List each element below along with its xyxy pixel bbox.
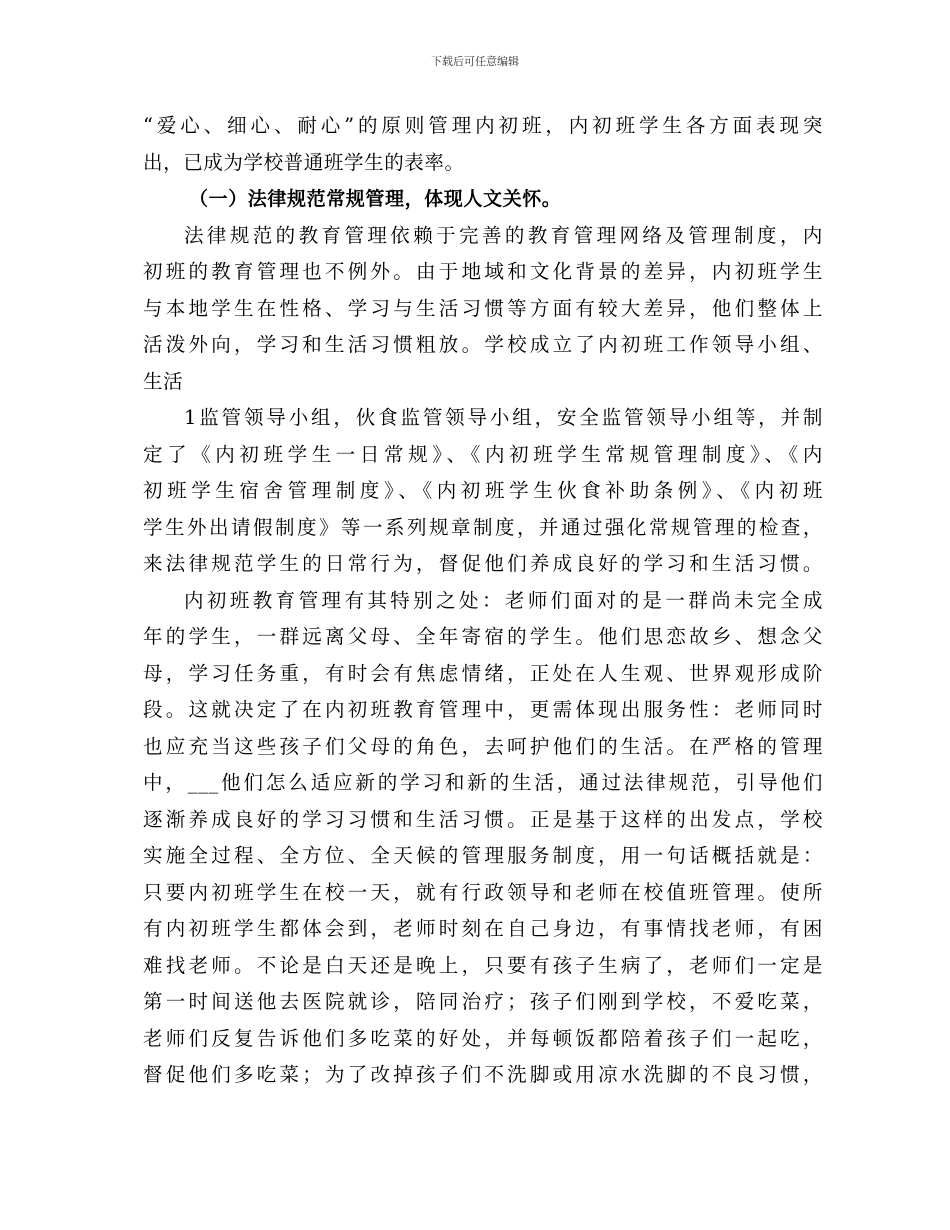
body-line: 段。这就决定了在内初班教育管理中，更需体现出服务性：老师同时 [143,698,823,721]
header-note: 下载后可任意编辑 [431,55,519,68]
body-line: 与本地学生在性格、学习与生活习惯等方面有较大差异，他们整体上 [143,296,823,320]
body-line: 法律规范的教育管理依赖于完善的教育管理网络及管理制度，内 [184,223,823,247]
body-line: 出，已成为学校普通班学生的表率。 [143,150,465,174]
body-line: 中，___他们怎么适应新的学习和新的生活，通过法律规范，引导他们 [143,771,823,794]
document-body [143,108,823,1094]
body-line: 活泼外向，学习和生活习惯粗放。学校成立了内初班工作领导小组、 [143,333,823,356]
body-line: 生活 [143,369,184,393]
body-line: 年的学生，一群远离父母、全年寄宿的学生。他们思恋故乡、想念父 [143,625,823,648]
body-line: 内初班教育管理有其特别之处：老师们面对的是一群尚未完全成 [184,588,823,612]
body-line: 难找老师。不论是白天还是晚上，只要有孩子生病了，老师们一定是 [143,953,823,977]
body-line: 逐渐养成良好的学习习惯和生活习惯。正是基于这样的出发点，学校 [143,807,823,831]
body-line: 督促他们多吃菜；为了改掉孩子们不洗脚或用凉水洗脚的不良习惯， [143,1063,823,1086]
body-line: 母，学习任务重，有时会有焦虑情绪，正处在人生观、世界观形成阶 [143,661,823,685]
body-line: 也应充当这些孩子们父母的角色，去呵护他们的生活。在严格的管理 [143,734,823,758]
body-line: 有内初班学生都体会到，老师时刻在自己身边，有事情找老师，有困 [143,917,823,940]
section-heading: （一）法律规范常规管理，体现人文关怀。 [189,188,562,210]
body-line: 定了《内初班学生一日常规》、《内初班学生常规管理制度》、《内 [143,442,823,466]
body-line: 第一时间送他去医院就诊，陪同治疗；孩子们刚到学校，不爱吃菜， [143,990,823,1013]
body-line: 老师们反复告诉他们多吃菜的好处，并每顿饭都陪着孩子们一起吃， [143,1026,823,1050]
body-line: 来法律规范学生的日常行为，督促他们养成良好的学习和生活习惯。 [143,552,823,575]
body-line: 1监管领导小组，伙食监管领导小组，安全监管领导小组等，并制 [184,406,823,429]
body-line: 实施全过程、全方位、全天候的管理服务制度，用一句话概括就是： [143,844,823,867]
body-line: 初班学生宿舍管理制度》、《内初班学生伙食补助条例》、《内初班 [143,479,823,502]
body-line: 初班的教育管理也不例外。由于地域和文化背景的差异，内初班学生 [143,260,823,283]
body-line: 学生外出请假制度》等一系列规章制度，并通过强化常规管理的检查， [143,515,823,539]
body-line: 只要内初班学生在校一天，就有行政领导和老师在校值班管理。使所 [143,880,823,904]
body-line: “爱心、细心、耐心”的原则管理内初班，内初班学生各方面表现突 [143,114,823,137]
